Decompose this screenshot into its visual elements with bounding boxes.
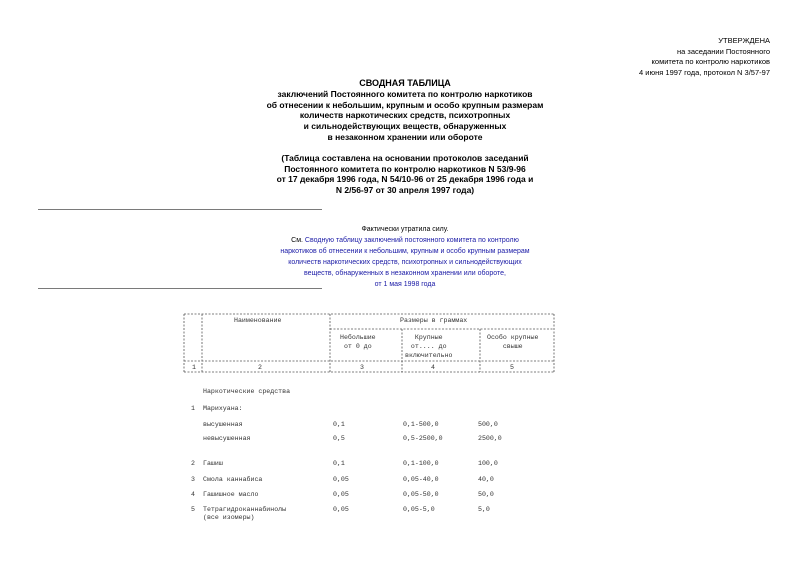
replacement-link-line[interactable]: наркотиков об отнесении к небольшим, крупным и особо крупным размерам	[280, 248, 530, 255]
row-number: 5	[191, 506, 195, 513]
replacement-link-line[interactable]: веществ, обнаруженных в незаконном хранении или обороте,	[304, 270, 506, 277]
row-xl: 40,0	[478, 476, 494, 483]
col-num-3: 3	[360, 364, 364, 371]
col-num-2: 2	[258, 364, 262, 371]
see-label: См.	[291, 237, 303, 244]
row-xl: 5,0	[478, 506, 490, 513]
col-header-large: Крупные от.... до включительно	[405, 334, 453, 359]
row-number: 1	[191, 405, 195, 412]
col-header-sizes: Размеры в граммах	[400, 317, 468, 324]
row-name: Гашишное масло	[203, 491, 259, 498]
title-note-line: Постоянного комитета по контролю наркотиков N 53/9-96	[284, 163, 526, 174]
title-line: заключений Постоянного комитета по контролю наркотиков	[277, 88, 533, 99]
row-name: Тетрагидроканнабинолы	[203, 506, 287, 513]
title-note-line: от 17 декабря 1996 года, N 54/10-96 от 25 декабря 1996 года и	[276, 174, 534, 185]
section-heading: Наркотические средства	[203, 388, 291, 395]
row-small: 0,05	[333, 506, 349, 513]
row-name: Смола каннабиса	[203, 476, 263, 483]
row-name-continued: (все изомеры)	[203, 514, 255, 521]
row-large: 0,05-40,0	[403, 476, 439, 483]
col-header-name: Наименование	[234, 317, 282, 324]
approval-line: УТВЕРЖДЕНА	[718, 36, 770, 45]
title-line: об отнесении к небольшим, крупным и особо крупным размерам	[266, 99, 544, 110]
replacement-link-line[interactable]: количеств наркотических средств, психотропных и сильнодействующих	[288, 259, 522, 266]
title-line: в незаконном хранении или обороте	[327, 131, 483, 142]
title-heading: СВОДНАЯ ТАБЛИЦА	[359, 78, 451, 88]
title-note-line: (Таблица составлена на основании протоколов заседаний	[281, 152, 529, 163]
row-small: 0,1	[333, 460, 345, 467]
row-name: Марихуана:	[203, 405, 243, 412]
row-name: Гашиш	[203, 460, 223, 467]
row-large: 0,1-500,0	[403, 421, 439, 428]
replacement-link[interactable]: Сводную таблицу заключений постоянного комитета по контролю	[304, 237, 519, 244]
divider-top	[38, 209, 322, 210]
document-title	[150, 78, 660, 196]
row-large: 0,5-2500,0	[403, 435, 443, 442]
row-small: 0,5	[333, 435, 345, 442]
title-line: количеств наркотических средств, психотропных	[299, 110, 511, 121]
row-number: 3	[191, 476, 195, 483]
col-header-xl: Особо крупные свыше	[487, 334, 539, 350]
replacement-link-line[interactable]: от 1 мая 1998 года	[374, 281, 436, 288]
status-notice	[244, 224, 566, 290]
row-number: 4	[191, 491, 195, 498]
lost-force-text: Фактически утратила силу.	[361, 226, 449, 233]
approval-stamp	[639, 36, 770, 78]
approval-line: на заседании Постоянного	[676, 46, 770, 56]
row-large: 0,1-100,0	[403, 460, 439, 467]
row-number: 2	[191, 460, 195, 467]
row-small: 0,05	[333, 476, 349, 483]
row-xl: 500,0	[478, 421, 498, 428]
col-num-5: 5	[510, 364, 514, 371]
row-large: 0,05-50,0	[403, 491, 439, 498]
col-num-4: 4	[431, 364, 435, 371]
row-name: невысушенная	[203, 435, 251, 442]
row-xl: 100,0	[478, 460, 498, 467]
col-num-1: 1	[192, 364, 196, 371]
divider-bottom	[38, 288, 322, 289]
row-small: 0,1	[333, 421, 345, 428]
approval-line: 4 июня 1997 года, протокол N 3/57-97	[639, 67, 770, 77]
row-xl: 50,0	[478, 491, 494, 498]
approval-line: комитета по контролю наркотиков	[651, 57, 770, 66]
title-line: и сильнодействующих веществ, обнаруженных	[303, 121, 507, 132]
col-header-small: Небольшие от 0 до	[340, 334, 376, 350]
row-xl: 2500,0	[478, 435, 502, 442]
row-large: 0,05-5,0	[403, 506, 435, 513]
row-name: высушенная	[203, 421, 243, 428]
row-small: 0,05	[333, 491, 349, 498]
title-note-line: N 2/56-97 от 30 апреля 1997 года)	[335, 185, 475, 196]
